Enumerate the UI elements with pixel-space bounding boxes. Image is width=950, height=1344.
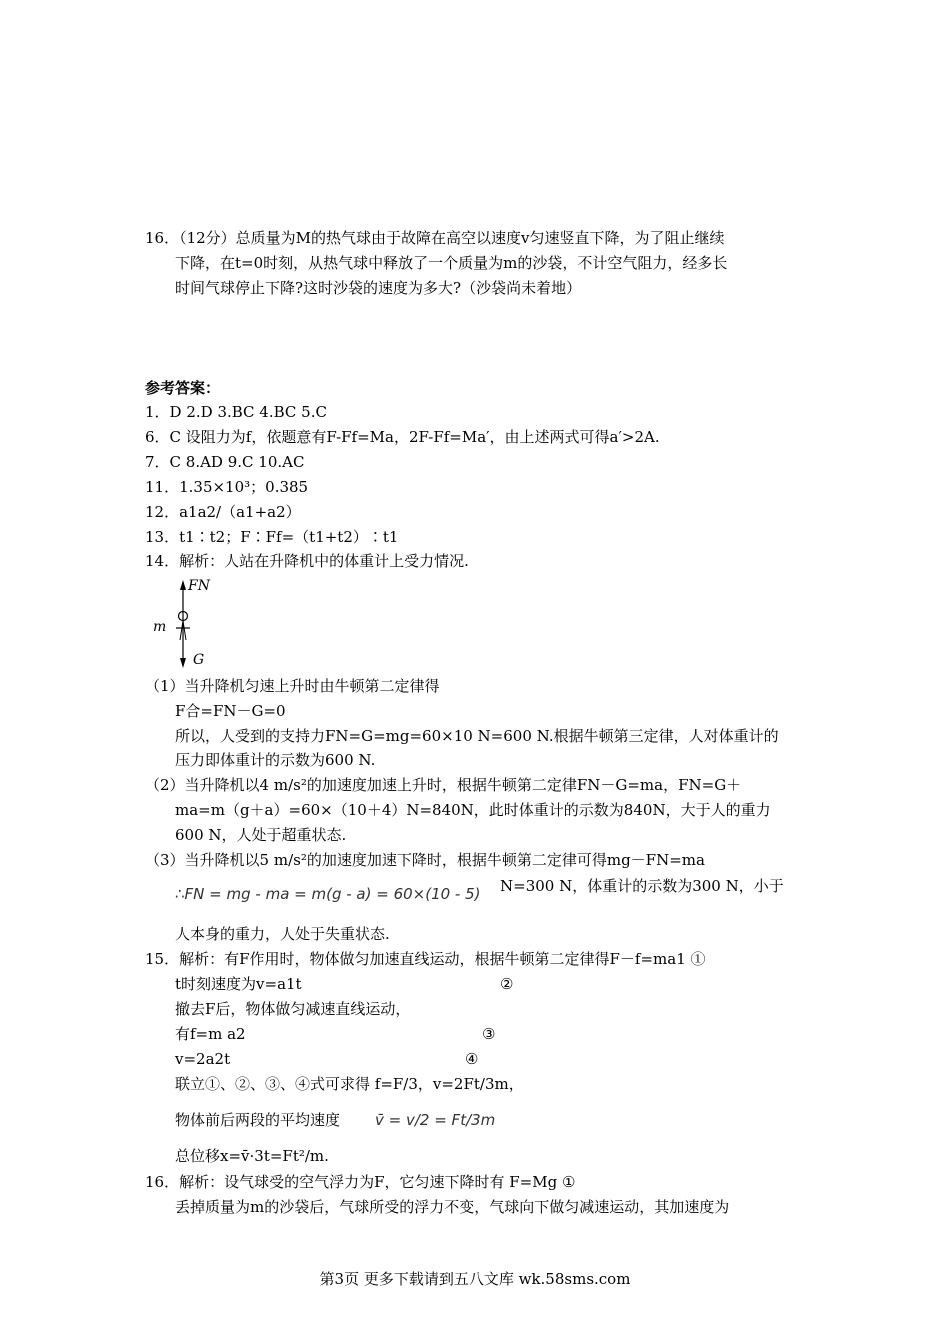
answers-title: 参考答案： [145,379,221,397]
label-fn: FN [188,578,210,594]
answer-14-intro: 14．解析：人站在升降机中的体重计上受力情况. [145,552,469,570]
step1-title: （1）当升降机匀速上升时由牛顿第二定律得 [145,677,440,695]
answer-15-line-6: 联立①、②、③、④式可求得 f=F/3，v=2Ft/3m， [175,1075,524,1093]
step3-line-1: （3）当升降机以5 m/s²的加速度加速下降时，根据牛顿第二定律可得mg－FN=ma [145,851,705,869]
g-arrow-head [180,658,186,668]
force-diagram [150,578,230,670]
step1-line-2: 压力即体重计的示数为600 N. [175,751,376,769]
step2-line-1: （2）当升降机以4 m/s²的加速度加速上升时，根据牛顿第二定律FN－G=ma，FN=G＋ [145,776,742,794]
answer-15-line-1: 15．解析：有F作用时，物体做匀加速直线运动，根据牛顿第二定律得F－f=ma1 ① [145,950,706,968]
answer-15-line-8: 总位移x=v̄·3t=Ft²/m. [175,1147,329,1165]
answer-11: 11．1.35×10³；0.385 [145,478,309,496]
step1-line-1: 所以，人受到的支持力FN=G=mg=60×10 N=600 N.根据牛顿第三定律，人对体重计的 [175,727,779,745]
answer-15-line-2: t时刻速度为v=a1t [175,975,302,993]
q16-line-2: 下降，在t=0时刻，从热气球中释放了一个质量为m的沙袋，不计空气阻力，经多长 [175,254,728,272]
step3-result: N=300 N，体重计的示数为300 N，小于 [500,877,784,895]
equation-mark-2: ② [500,975,514,993]
step3-formula: ∴FN = mg - ma = m(g - a) = 60×(10 - 5) [175,885,481,903]
step3-line-3: 人本身的重力，人处于失重状态. [175,925,390,943]
answer-1-5: 1．D 2.D 3.BC 4.BC 5.C [145,403,327,421]
step1-equation: F合=FN－G=0 [175,702,286,720]
equation-mark-3: ③ [482,1025,496,1043]
answer-16-line-1: 16．解析：设气球受的空气浮力为F，它匀速下降时有 F=Mg ① [145,1173,576,1191]
page-footer: 第3页 更多下载请到五八文库 wk.58sms.com [319,1270,631,1288]
answer-15-line-5: v=2a2t [175,1050,231,1068]
step2-line-3: 600 N，人处于超重状态. [175,826,347,844]
label-m: m [153,619,167,635]
fn-arrow-head [180,580,186,590]
step2-line-2: ma=m（g＋a）=60×（10＋4）N=840N，此时体重计的示数为840N，大于人的重力 [175,801,771,819]
answer-15-line-4: 有f=m a2 [175,1025,246,1043]
answer-7-10: 7．C 8.AD 9.C 10.AC [145,453,305,471]
average-velocity-formula: v̄ = v/2 = Ft/3m [375,1111,496,1129]
answer-6: 6．C 设阻力为f，依题意有F-Ff=Ma，2F-Ff=Ma′，由上述两式可得a′>2A. [145,428,660,446]
q16-line-3: 时间气球停止下降?这时沙袋的速度为多大?（沙袋尚未着地） [175,279,582,297]
label-g: G [193,652,205,668]
equation-mark-4: ④ [465,1050,479,1068]
answer-15-line-7: 物体前后两段的平均速度 [175,1111,341,1129]
answer-16-line-2: 丢掉质量为m的沙袋后，气球所受的浮力不变，气球向下做匀减速运动，其加速度为 [175,1198,730,1216]
answer-13: 13．t1∶t2；F∶Ff=（t1+t2）∶t1 [145,528,399,546]
q16-line-1: 16．（12分）总质量为M的热气球由于故障在高空以速度v匀速竖直下降，为了阻止继续 [145,229,725,247]
answer-12: 12．a1a2/（a1+a2） [145,503,301,521]
answer-15-line-3: 撤去F后，物体做匀减速直线运动， [175,1000,411,1018]
